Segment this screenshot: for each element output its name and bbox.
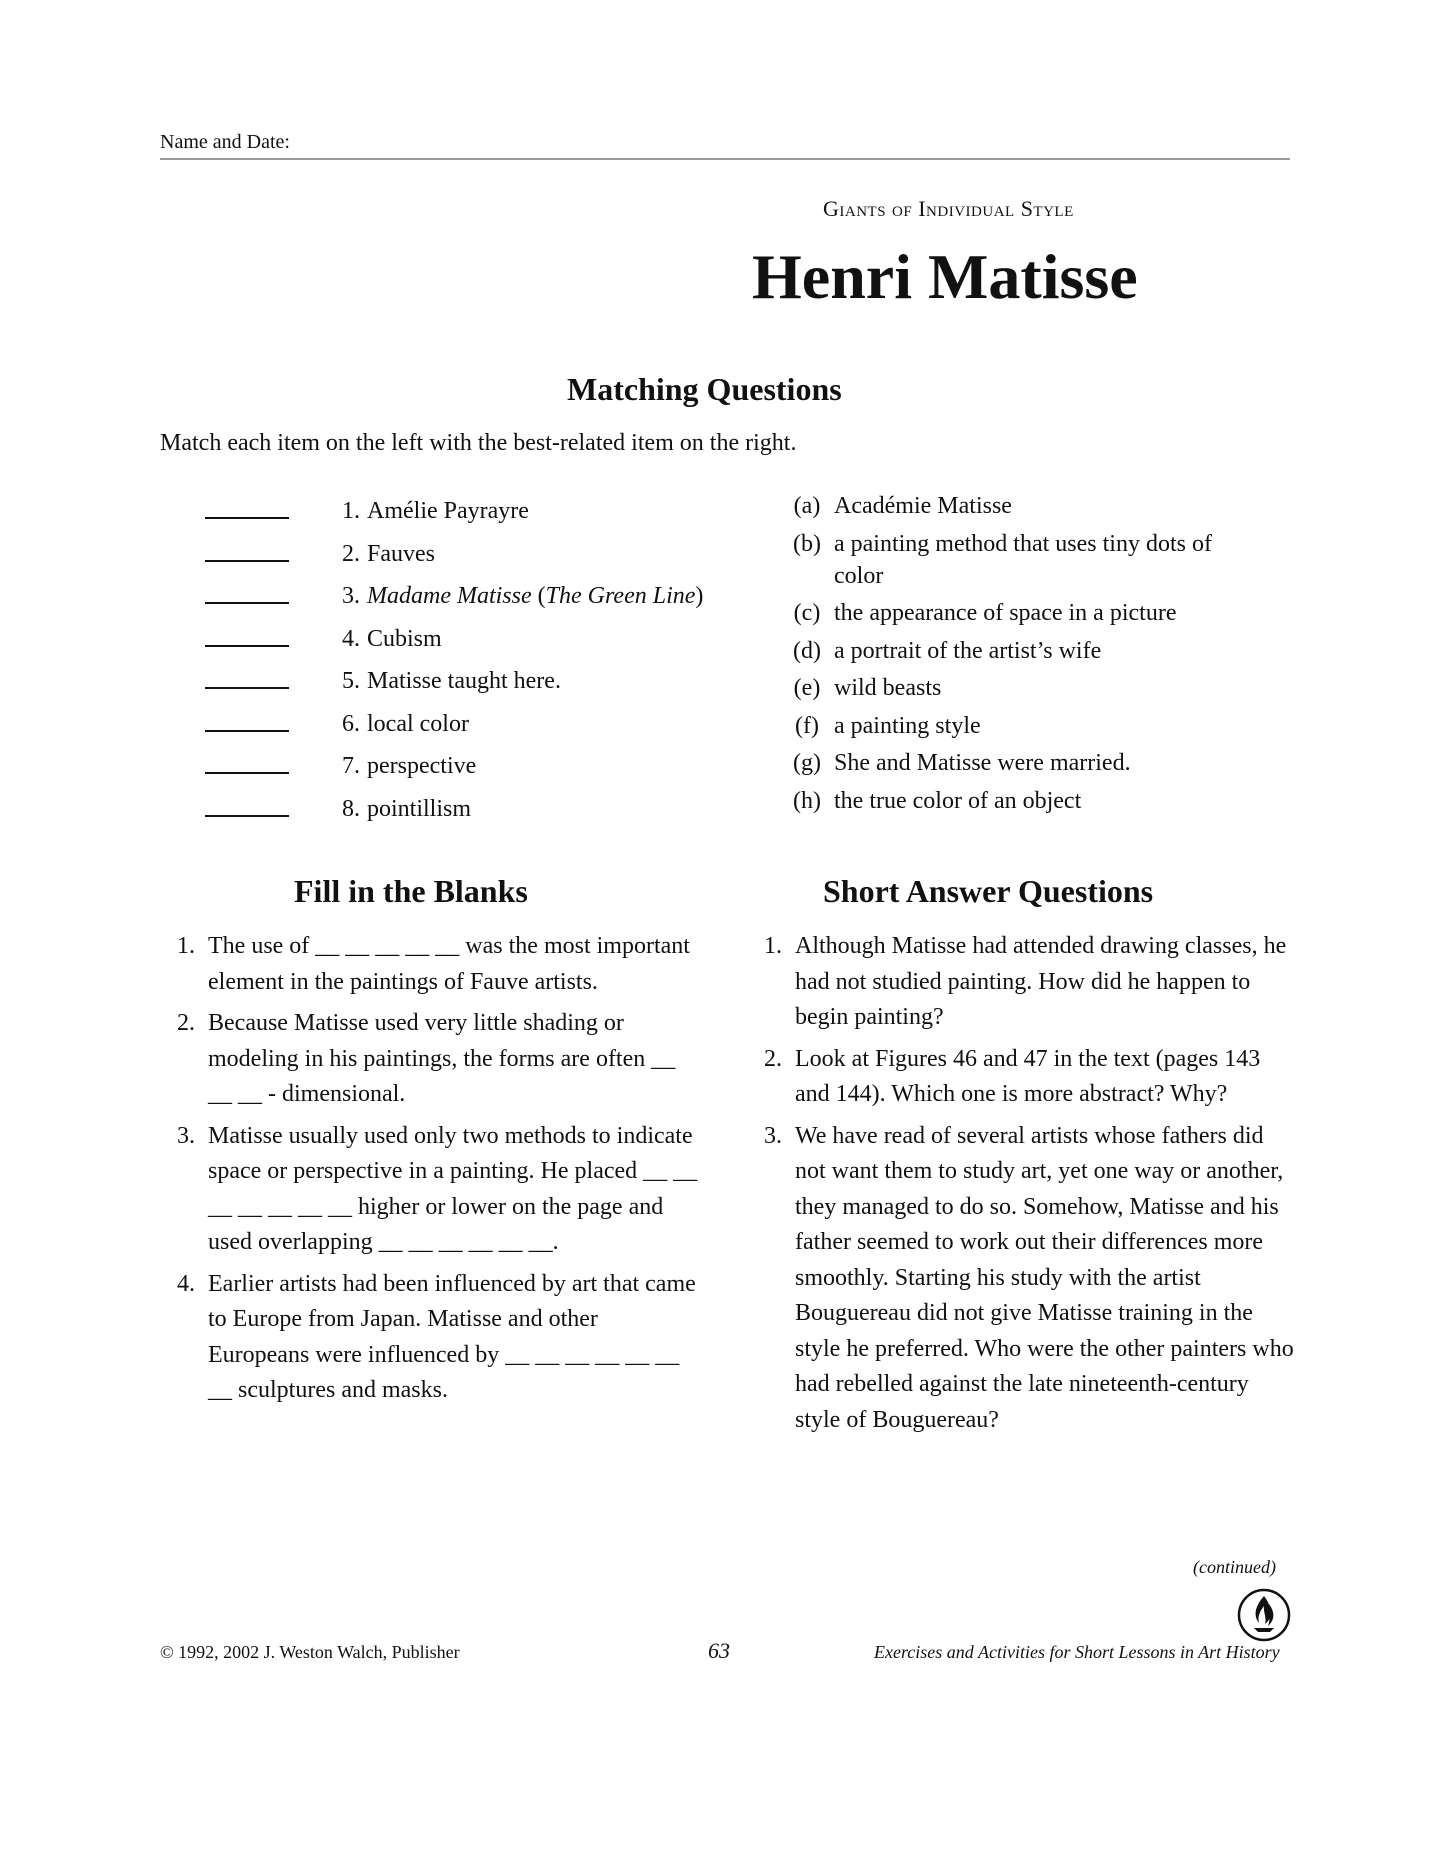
item-text: Fauves — [367, 540, 435, 567]
fill-in-list — [165, 929, 705, 1415]
item-letter: (f) — [795, 712, 819, 739]
matching-left-item — [205, 703, 765, 746]
matching-right-item — [786, 710, 1306, 742]
matching-instructions: Match each item on the left with the best-related item on the right. — [160, 430, 797, 456]
matching-right-item — [786, 785, 1306, 817]
series-kicker: Giants of Individual Style — [823, 196, 1074, 221]
artwork-title: Madame Matisse — [367, 583, 532, 609]
artwork-subtitle: The Green Line — [545, 583, 696, 609]
item-text: the appearance of space in a picture — [834, 600, 1177, 626]
page-number: 63 — [708, 1638, 730, 1663]
flame-torch-logo-icon — [1237, 1588, 1291, 1642]
item-text: Matisse taught here. — [367, 668, 561, 694]
matching-left-item — [205, 788, 765, 831]
item-text: a portrait of the artist’s wife — [834, 637, 1102, 664]
item-letter: (d) — [793, 637, 821, 664]
name-date-label: Name and Date: — [160, 131, 290, 153]
item-number: 5. — [342, 668, 360, 694]
matching-right-item — [786, 528, 1234, 592]
matching-left-item — [205, 660, 765, 703]
answer-blank[interactable] — [205, 517, 289, 519]
matching-left-item — [205, 745, 765, 788]
paren-open: ( — [531, 583, 546, 609]
item-text: She and Matisse were married. — [834, 750, 1131, 776]
matching-left-item — [205, 575, 765, 618]
item-number: 4. — [342, 625, 360, 652]
item-letter: (g) — [793, 750, 821, 776]
item-number: 6. — [342, 710, 360, 737]
short-answer-question — [752, 1042, 1297, 1113]
matching-right-item — [786, 635, 1306, 667]
item-number: 8. — [342, 795, 360, 822]
question-number: 3. — [177, 1122, 195, 1149]
question-text: Matisse usually used only two methods to indicate space or perspective in a painting. He placed __ __ __ __ __ __ __ higher or lower on the page and used overlapping __ __ __ __ __ __. — [208, 1122, 698, 1255]
item-letter: (e) — [793, 675, 821, 701]
page-title: Henri Matisse — [752, 241, 1138, 312]
item-text: Cubism — [367, 625, 442, 652]
fill-in-question — [165, 929, 705, 1000]
item-text: perspective — [367, 753, 477, 779]
name-date-rule — [160, 158, 1290, 160]
question-number: 3. — [764, 1122, 782, 1149]
matching-right-item — [786, 490, 1306, 522]
question-text: Look at Figures 46 and 47 in the text (pages 143 and 144). Which one is more abstract? Why? — [795, 1045, 1261, 1107]
item-number: 7. — [342, 753, 360, 779]
fill-in-question — [165, 1267, 705, 1409]
matching-right-item — [786, 597, 1306, 629]
item-text: wild beasts — [834, 675, 942, 701]
question-text: Because Matisse used very little shading or modeling in his paintings, the forms are often __ __ __ - dimensional. — [208, 1010, 676, 1107]
answer-blank[interactable] — [205, 730, 289, 732]
question-number: 4. — [177, 1270, 195, 1297]
item-text: Académie Matisse — [834, 493, 1012, 519]
item-text: a painting method that uses tiny dots of color — [834, 530, 1212, 589]
paren-close: ) — [695, 583, 704, 609]
matching-left-item — [205, 490, 765, 533]
question-text: Although Matisse had attended drawing classes, he had not studied painting. How did he happen to begin painting? — [795, 933, 1287, 1030]
item-text — [367, 575, 703, 617]
item-letter: (h) — [793, 787, 821, 814]
short-answer-heading: Short Answer Questions — [823, 873, 1154, 909]
item-letter: (b) — [793, 530, 821, 557]
answer-blank[interactable] — [205, 687, 289, 689]
matching-left-item — [205, 618, 765, 661]
fill-in-heading: Fill in the Blanks — [294, 873, 528, 909]
item-text: pointillism — [367, 795, 472, 822]
question-number: 2. — [764, 1045, 782, 1072]
book-title: Exercises and Activities for Short Lessons in Art History — [874, 1642, 1280, 1662]
answer-blank[interactable] — [205, 645, 289, 647]
question-text: We have read of several artists whose fathers did not want them to study art, yet one way or another, they managed to do so. Somehow, Matisse and his father seemed to work out their differences more smoothly. Starting his study with the artist Bouguereau did not give Matisse training in the style he preferred. Who were the other painters who had rebelled against the late nineteenth-century style of Bouguereau? — [795, 1122, 1294, 1433]
matching-heading: Matching Questions — [567, 371, 842, 407]
question-number: 2. — [177, 1010, 195, 1036]
matching-left-list — [205, 490, 765, 830]
matching-right-item — [786, 672, 1306, 704]
fill-in-question — [165, 1006, 705, 1113]
item-text: local color — [367, 710, 469, 737]
item-number: 1. — [342, 498, 360, 524]
answer-blank[interactable] — [205, 602, 289, 604]
question-number: 1. — [177, 933, 195, 959]
copyright: © 1992, 2002 J. Weston Walch, Publisher — [160, 1642, 460, 1662]
matching-left-item — [205, 533, 765, 576]
answer-blank[interactable] — [205, 560, 289, 562]
continued-note: (continued) — [1193, 1557, 1276, 1577]
answer-blank[interactable] — [205, 772, 289, 774]
matching-right-list — [786, 490, 1306, 822]
item-text: the true color of an object — [834, 787, 1082, 814]
question-text: The use of __ __ __ __ __ was the most important element in the paintings of Fauve artists. — [208, 933, 690, 995]
short-answer-question — [752, 1119, 1297, 1439]
item-text: a painting style — [834, 712, 981, 739]
short-answer-list — [752, 929, 1297, 1444]
item-number: 2. — [342, 540, 360, 567]
item-letter: (c) — [793, 600, 821, 626]
short-answer-question — [752, 929, 1297, 1036]
item-letter: (a) — [793, 493, 821, 519]
answer-blank[interactable] — [205, 815, 289, 817]
question-text: Earlier artists had been influenced by art that came to Europe from Japan. Matisse and other Europeans were influenced by __ __ __ __ __ __ __ sculptures and masks. — [208, 1270, 696, 1403]
item-text: Amélie Payrayre — [367, 498, 529, 524]
matching-right-item — [786, 747, 1306, 779]
question-number: 1. — [764, 933, 782, 959]
item-number: 3. — [342, 583, 360, 609]
fill-in-question — [165, 1119, 705, 1261]
